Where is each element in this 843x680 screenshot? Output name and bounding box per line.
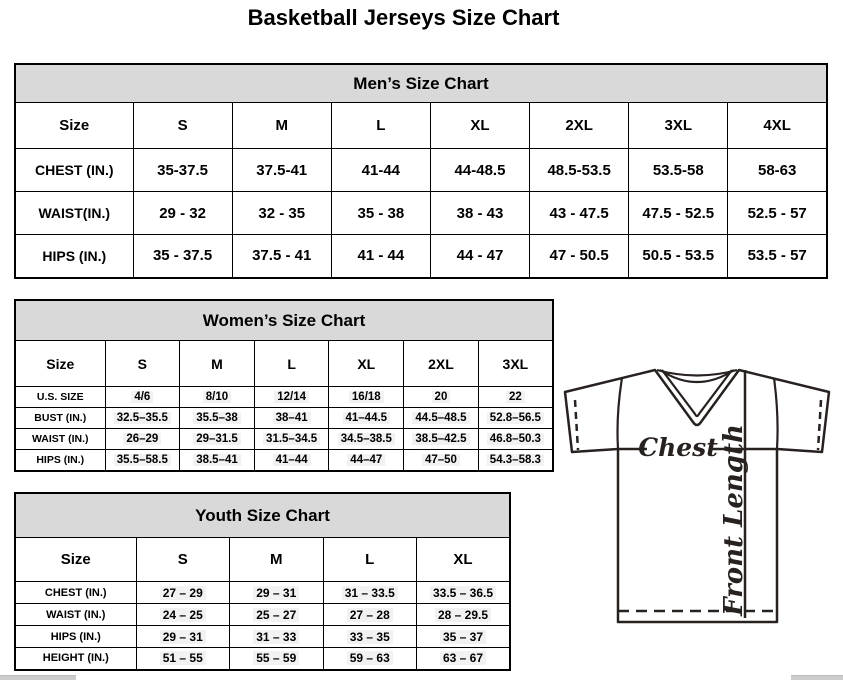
- value-cell: [404, 408, 479, 429]
- value-text: 32.5–35.5: [114, 412, 171, 424]
- value-text: 53.5-58: [652, 161, 704, 179]
- column-header-cell: L: [331, 103, 430, 149]
- value-text: 52.5 - 57: [747, 204, 807, 222]
- value-text: 35.5–58.5: [114, 454, 171, 466]
- table-row: [15, 408, 553, 429]
- value-cell: [133, 192, 232, 235]
- column-header-cell: 2XL: [530, 103, 629, 149]
- table-row: [15, 429, 553, 450]
- value-cell: [329, 450, 404, 471]
- chart-heading: Men’s Size Chart: [15, 64, 827, 103]
- value-cell: [180, 450, 255, 471]
- column-header-cell: L: [254, 341, 329, 387]
- column-header-cell: M: [180, 341, 255, 387]
- value-cell: [136, 582, 230, 604]
- value-cell: [180, 387, 255, 408]
- value-cell: [629, 149, 728, 192]
- value-cell: [136, 626, 230, 648]
- value-text: 20: [432, 391, 451, 403]
- value-text: 37.5 - 41: [252, 247, 312, 265]
- value-cell: [254, 450, 329, 471]
- size-header-cell: Size: [15, 341, 105, 387]
- chest-label: Chest: [638, 433, 718, 462]
- value-text: 37.5-41: [256, 161, 308, 179]
- value-cell: [232, 149, 331, 192]
- value-text: 31 – 33: [253, 630, 299, 644]
- value-cell: [728, 149, 827, 192]
- value-text: 59 – 63: [347, 651, 393, 665]
- front-length-label: Front Length: [719, 424, 749, 616]
- value-text: 25 – 27: [253, 608, 299, 622]
- value-text: 38 - 43: [456, 204, 504, 222]
- size-header-cell: Size: [15, 538, 136, 582]
- value-cell: [254, 429, 329, 450]
- column-header-cell: L: [323, 538, 417, 582]
- value-text: 41–44.5: [343, 412, 391, 424]
- value-text: 52.8–56.5: [487, 412, 544, 424]
- value-cell: [404, 387, 479, 408]
- chart-heading: Youth Size Chart: [15, 493, 510, 538]
- row-label-cell: HIPS (IN.): [15, 626, 136, 648]
- value-text: 35.5–38: [193, 412, 241, 424]
- value-text: 55 – 59: [253, 651, 299, 665]
- page-title: Basketball Jerseys Size Chart: [247, 5, 560, 30]
- value-text: 26–29: [123, 433, 161, 445]
- value-cell: [430, 192, 529, 235]
- value-cell: [323, 582, 417, 604]
- value-text: 29 – 31: [160, 630, 206, 644]
- row-label-cell: U.S. SIZE: [15, 387, 105, 408]
- value-cell: [180, 408, 255, 429]
- youth-size-chart-table: [14, 492, 511, 671]
- value-text: 50.5 - 53.5: [642, 247, 715, 265]
- value-cell: [430, 235, 529, 278]
- value-cell: [478, 429, 553, 450]
- chart-heading-row: [15, 300, 553, 341]
- value-text: 47–50: [422, 454, 460, 466]
- value-text: 44–47: [347, 454, 385, 466]
- value-cell: [329, 408, 404, 429]
- value-text: 38.5–42.5: [412, 433, 469, 445]
- value-cell: [136, 604, 230, 626]
- value-cell: [232, 192, 331, 235]
- value-text: 16/18: [349, 391, 384, 403]
- value-cell: [331, 149, 430, 192]
- value-cell: [254, 387, 329, 408]
- value-cell: [417, 604, 511, 626]
- value-cell: [728, 235, 827, 278]
- value-cell: [133, 235, 232, 278]
- value-text: 27 – 28: [347, 608, 393, 622]
- row-label-cell: WAIST(IN.): [15, 192, 133, 235]
- value-text: 8/10: [203, 391, 231, 403]
- table-row: [15, 450, 553, 471]
- value-cell: [329, 387, 404, 408]
- column-header-cell: 2XL: [404, 341, 479, 387]
- value-text: 41-44: [361, 161, 401, 179]
- value-text: 33.5 – 36.5: [430, 586, 496, 600]
- value-cell: [254, 408, 329, 429]
- table-row: [15, 648, 510, 670]
- value-text: 58-63: [757, 161, 797, 179]
- scrollbar-fragment-left[interactable]: [0, 675, 76, 680]
- value-text: 32 - 35: [258, 204, 306, 222]
- value-text: 24 – 25: [160, 608, 206, 622]
- value-cell: [230, 604, 324, 626]
- value-text: 12/14: [274, 391, 309, 403]
- value-text: 44-48.5: [454, 161, 506, 179]
- size-header-row: [15, 538, 510, 582]
- value-text: 22: [506, 391, 525, 403]
- value-text: 4/6: [131, 391, 153, 403]
- value-text: 29–31.5: [193, 433, 241, 445]
- value-text: 35-37.5: [157, 161, 208, 179]
- column-header-cell: XL: [329, 341, 404, 387]
- value-cell: [136, 648, 230, 670]
- value-cell: [105, 408, 180, 429]
- value-cell: [331, 192, 430, 235]
- column-header-cell: M: [230, 538, 324, 582]
- value-cell: [105, 429, 180, 450]
- value-text: 35 - 37.5: [152, 247, 213, 265]
- table-row: [15, 387, 553, 408]
- value-text: 63 – 67: [440, 651, 486, 665]
- value-cell: [230, 582, 324, 604]
- table-row: [15, 582, 510, 604]
- column-header-cell: S: [136, 538, 230, 582]
- value-text: 48.5-53.5: [547, 161, 611, 179]
- value-cell: [530, 235, 629, 278]
- value-text: 28 – 29.5: [435, 608, 491, 622]
- value-cell: [629, 235, 728, 278]
- value-text: 29 - 32: [159, 204, 206, 222]
- womens-size-chart-table: [14, 299, 554, 472]
- row-label-cell: WAIST (IN.): [15, 604, 136, 626]
- row-label-cell: CHEST (IN.): [15, 582, 136, 604]
- value-cell: [323, 604, 417, 626]
- jersey-diagram-svg: [556, 360, 840, 636]
- value-cell: [478, 387, 553, 408]
- row-label-cell: HIPS (IN.): [15, 450, 105, 471]
- value-text: 53.5 - 57: [747, 247, 807, 265]
- column-header-cell: M: [232, 103, 331, 149]
- value-text: 35 - 38: [357, 204, 405, 222]
- column-header-cell: S: [133, 103, 232, 149]
- value-cell: [232, 235, 331, 278]
- value-cell: [728, 192, 827, 235]
- value-cell: [323, 626, 417, 648]
- column-header-cell: 3XL: [478, 341, 553, 387]
- value-cell: [478, 408, 553, 429]
- value-cell: [404, 429, 479, 450]
- table-row: [15, 626, 510, 648]
- value-text: 38.5–41: [193, 454, 241, 466]
- chart-heading: Women’s Size Chart: [15, 300, 553, 341]
- value-text: 43 - 47.5: [549, 204, 609, 222]
- column-header-cell: XL: [417, 538, 511, 582]
- value-text: 47 - 50.5: [549, 247, 609, 265]
- scrollbar-fragment-right[interactable]: [791, 675, 843, 680]
- value-text: 44 - 47: [456, 247, 504, 265]
- value-text: 27 – 29: [160, 586, 206, 600]
- table-row: [15, 235, 827, 278]
- jersey-outline: [565, 370, 829, 622]
- value-text: 41–44: [273, 454, 311, 466]
- value-cell: [323, 648, 417, 670]
- chart-heading-row: [15, 64, 827, 103]
- size-header-row: [15, 103, 827, 149]
- value-text: 41 - 44: [357, 247, 405, 265]
- value-text: 46.8–50.3: [487, 433, 544, 445]
- chart-heading-row: [15, 493, 510, 538]
- size-header-cell: Size: [15, 103, 133, 149]
- value-cell: [230, 648, 324, 670]
- value-text: 38–41: [273, 412, 311, 424]
- value-cell: [105, 450, 180, 471]
- value-cell: [180, 429, 255, 450]
- value-text: 29 – 31: [253, 586, 299, 600]
- value-text: 47.5 - 52.5: [642, 204, 715, 222]
- row-label-cell: HEIGHT (IN.): [15, 648, 136, 670]
- table-row: [15, 192, 827, 235]
- column-header-cell: 3XL: [629, 103, 728, 149]
- value-cell: [629, 192, 728, 235]
- value-cell: [530, 192, 629, 235]
- size-header-row: [15, 341, 553, 387]
- value-cell: [478, 450, 553, 471]
- value-cell: [417, 626, 511, 648]
- value-text: 31.5–34.5: [263, 433, 320, 445]
- row-label-cell: BUST (IN.): [15, 408, 105, 429]
- row-label-cell: WAIST (IN.): [15, 429, 105, 450]
- value-text: 31 – 33.5: [342, 586, 398, 600]
- value-cell: [329, 429, 404, 450]
- value-cell: [133, 149, 232, 192]
- value-text: 44.5–48.5: [412, 412, 469, 424]
- value-text: 35 – 37: [440, 630, 486, 644]
- value-cell: [430, 149, 529, 192]
- row-label-cell: HIPS (IN.): [15, 235, 133, 278]
- value-text: 34.5–38.5: [338, 433, 395, 445]
- value-cell: [404, 450, 479, 471]
- column-header-cell: 4XL: [728, 103, 827, 149]
- value-text: 33 – 35: [347, 630, 393, 644]
- value-cell: [105, 387, 180, 408]
- value-cell: [530, 149, 629, 192]
- jersey-measurement-diagram: [556, 360, 840, 636]
- column-header-cell: S: [105, 341, 180, 387]
- table-row: [15, 149, 827, 192]
- value-text: 51 – 55: [160, 651, 206, 665]
- value-cell: [417, 582, 511, 604]
- value-text: 54.3–58.3: [487, 454, 544, 466]
- column-header-cell: XL: [430, 103, 529, 149]
- row-label-cell: CHEST (IN.): [15, 149, 133, 192]
- value-cell: [230, 626, 324, 648]
- table-row: [15, 604, 510, 626]
- mens-size-chart-table: [14, 63, 828, 279]
- value-cell: [417, 648, 511, 670]
- value-cell: [331, 235, 430, 278]
